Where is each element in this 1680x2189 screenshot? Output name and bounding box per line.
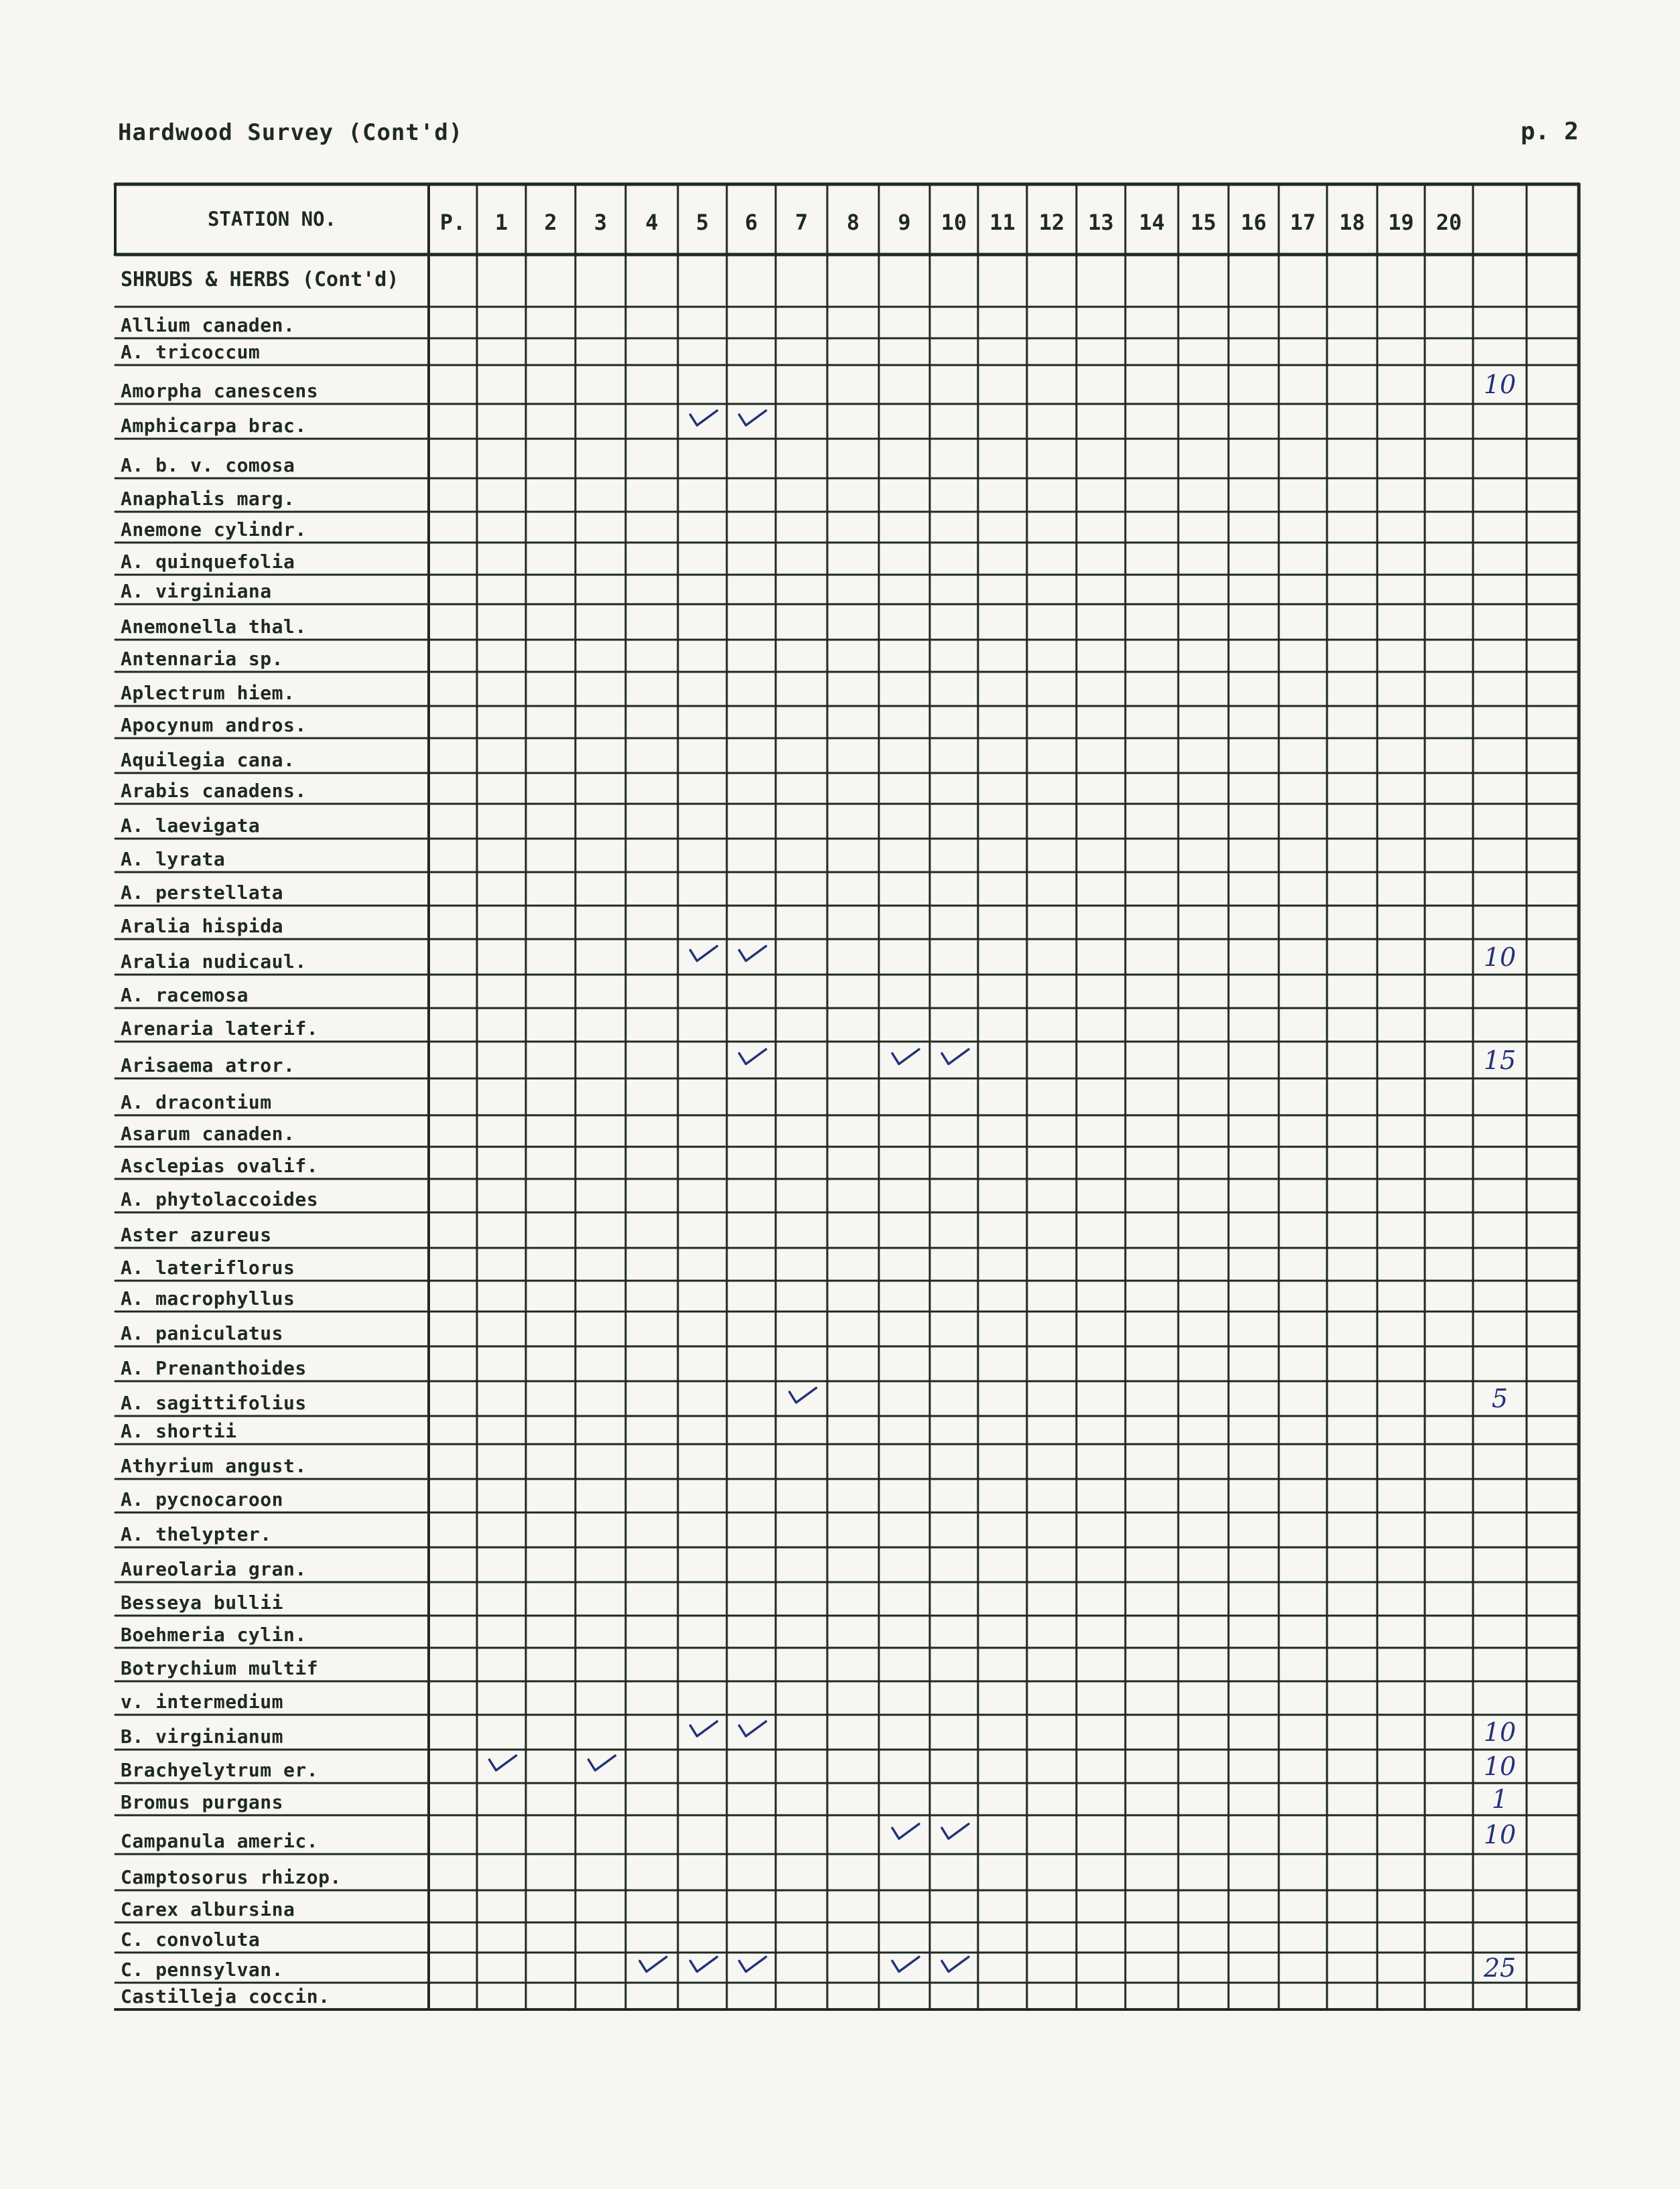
species-name: Allium canaden. (121, 314, 295, 336)
species-name: Aralia hispida (121, 915, 284, 937)
column-header-20: 20 (1436, 210, 1462, 235)
count-entry: 10 (1483, 370, 1517, 399)
check-mark (640, 1957, 667, 1972)
count-entry: 10 (1483, 1717, 1517, 1747)
section-label: SHRUBS & HERBS (Cont'd) (121, 268, 399, 291)
species-name: A. lyrata (121, 848, 226, 870)
column-header-15: 15 (1190, 210, 1216, 235)
species-name: Carex albursina (121, 1898, 295, 1920)
species-name: Botrychium multif (121, 1657, 319, 1679)
species-name: A. quinquefolia (121, 551, 295, 573)
species-name: Asclepias ovalif. (121, 1155, 319, 1177)
species-name: A. phytolaccoides (121, 1188, 319, 1210)
check-mark (942, 1050, 969, 1064)
column-header-8: 8 (846, 210, 860, 235)
count-entry: 1 (1491, 1784, 1509, 1814)
species-name: A. laevigata (121, 815, 261, 837)
species-name: Athyrium angust. (121, 1455, 307, 1477)
count-entry: 25 (1483, 1953, 1517, 1983)
species-name: Brachyelytrum er. (121, 1759, 319, 1781)
check-mark (892, 1050, 919, 1064)
species-name: Bromus purgans (121, 1791, 284, 1813)
species-name: A. thelypter. (121, 1523, 272, 1545)
column-header-7: 7 (794, 210, 809, 235)
species-name: A. dracontium (121, 1091, 272, 1113)
species-name: A. lateriflorus (121, 1257, 295, 1279)
count-entry: 10 (1483, 1752, 1517, 1781)
species-name: A. pycnocaroon (121, 1488, 284, 1510)
species-name: A. racemosa (121, 984, 249, 1006)
count-entry: 5 (1491, 1384, 1509, 1413)
species-name: Amphicarpa brac. (121, 415, 307, 437)
species-name: Aster azureus (121, 1224, 272, 1246)
column-header-10: 10 (940, 210, 967, 235)
check-mark (691, 1957, 717, 1972)
check-mark (691, 411, 717, 425)
column-header-12: 12 (1038, 210, 1065, 235)
species-name: Castilleja coccin. (121, 1985, 330, 2007)
species-name: A. tricoccum (121, 341, 261, 363)
column-header-19: 19 (1388, 210, 1414, 235)
species-name: Aureolaria gran. (121, 1558, 307, 1580)
species-name: Aralia nudicaul. (121, 950, 307, 973)
species-name: Boehmeria cylin. (121, 1624, 307, 1646)
species-name: Arenaria laterif. (121, 1017, 319, 1040)
column-header-17: 17 (1289, 210, 1316, 235)
page-title: Hardwood Survey (Cont'd) (118, 119, 464, 146)
species-name: Asarum canaden. (121, 1123, 295, 1145)
check-mark (740, 1957, 766, 1972)
count-entry: 15 (1483, 1045, 1517, 1075)
species-name: A. perstellata (121, 881, 284, 904)
check-mark (892, 1824, 919, 1839)
column-header-3: 3 (593, 210, 608, 235)
count-entry: 10 (1483, 942, 1517, 972)
species-name: Amorpha canescens (121, 380, 319, 402)
species-name: Aquilegia cana. (121, 749, 295, 771)
species-name: Arisaema atror. (121, 1054, 295, 1076)
species-name: A. b. v. comosa (121, 454, 295, 476)
column-header-5: 5 (695, 210, 709, 235)
check-mark (942, 1957, 969, 1972)
column-header-2: 2 (544, 210, 557, 235)
page-number: p. 2 (1521, 118, 1579, 145)
species-name: v. intermedium (121, 1691, 284, 1713)
check-mark (490, 1756, 516, 1770)
species-name: C. convoluta (121, 1928, 261, 1951)
column-header-0: P. (439, 210, 466, 235)
check-mark (740, 411, 766, 425)
column-header-18: 18 (1339, 210, 1365, 235)
species-name: Campanula americ. (121, 1830, 319, 1852)
species-name: A. paniculatus (121, 1322, 284, 1344)
check-mark (740, 1050, 766, 1064)
column-header-11: 11 (989, 210, 1016, 235)
species-name: Arabis canadens. (121, 780, 307, 802)
column-header-14: 14 (1139, 210, 1165, 235)
column-header-6: 6 (744, 210, 758, 235)
column-header-1: 1 (494, 210, 508, 235)
check-mark (790, 1388, 817, 1403)
species-name: C. pennsylvan. (121, 1959, 284, 1981)
column-header-13: 13 (1088, 210, 1114, 235)
column-header-9: 9 (898, 210, 911, 235)
check-mark (589, 1756, 616, 1770)
species-name: Besseya bullii (121, 1592, 284, 1614)
check-mark (740, 1721, 766, 1736)
species-name: Anemone cylindr. (121, 518, 307, 541)
column-header-16: 16 (1241, 210, 1267, 235)
count-entry: 10 (1483, 1820, 1517, 1849)
check-mark (691, 1721, 717, 1736)
species-name: Aplectrum hiem. (121, 682, 295, 704)
species-name: A. macrophyllus (121, 1287, 295, 1310)
check-mark (691, 946, 717, 961)
check-mark (892, 1957, 919, 1972)
species-name: Anemonella thal. (121, 616, 307, 638)
species-name: A. Prenanthoides (121, 1357, 307, 1379)
species-name: Camptosorus rhizop. (121, 1866, 342, 1888)
species-name: A. virginiana (121, 580, 272, 602)
species-name: Anaphalis marg. (121, 488, 295, 510)
species-name: A. sagittifolius (121, 1392, 307, 1414)
check-mark (942, 1824, 969, 1839)
species-name: A. shortii (121, 1420, 237, 1442)
species-name: Antennaria sp. (121, 648, 284, 670)
species-name: Apocynum andros. (121, 714, 307, 736)
species-name: B. virginianum (121, 1725, 284, 1748)
check-mark (740, 946, 766, 961)
column-header-4: 4 (645, 210, 658, 235)
station-no-header: STATION NO. (207, 208, 337, 230)
